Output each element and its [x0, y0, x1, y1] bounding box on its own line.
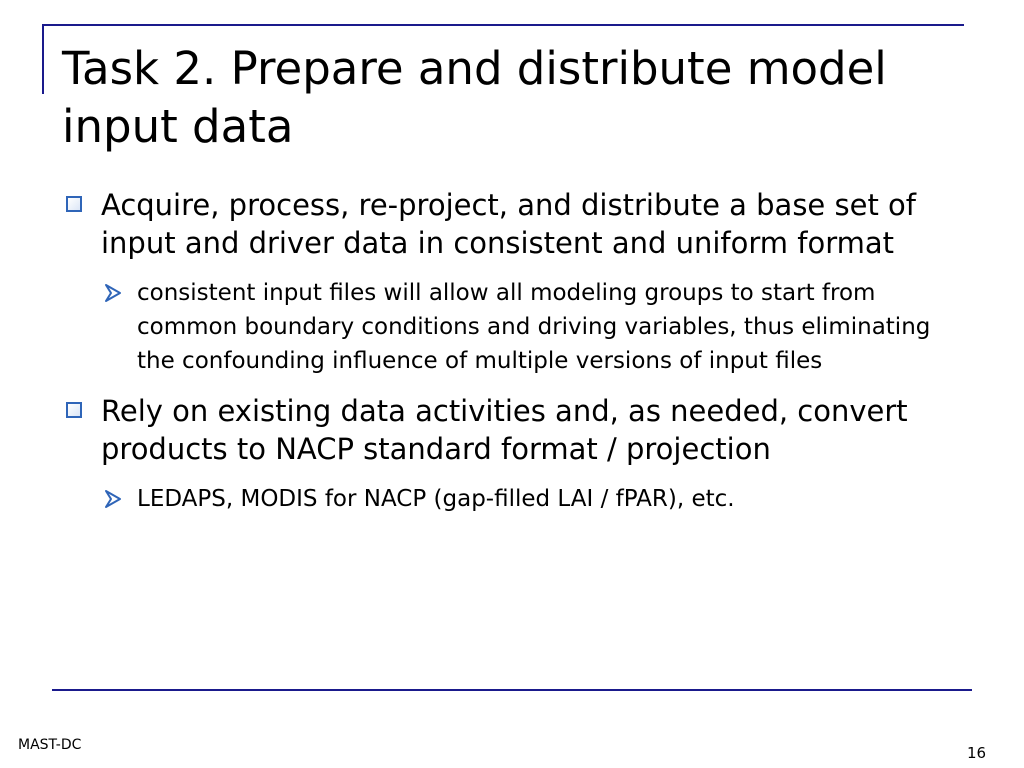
footer-label: MAST-DC	[18, 737, 82, 753]
checkbox-bullet-icon	[66, 196, 82, 212]
arrowhead-bullet-icon	[104, 283, 122, 303]
bullet-text: Acquire, process, re-project, and distribute a base set of input and driver data in consistent and uniform format	[101, 188, 916, 260]
slide-title: Task 2. Prepare and distribute model input data	[62, 42, 887, 153]
sub-bullet-text: consistent input files will allow all modeling groups to start from common boundary conditions and driving variables, thus eliminating the confounding influence of multiple versions of input files	[137, 280, 931, 374]
sub-bullet-item	[62, 482, 962, 516]
title-frame-left-rule	[42, 24, 44, 94]
bullet-item	[62, 186, 962, 262]
bullet-text: Rely on existing data activities and, as needed, convert products to NACP standard format / projection	[101, 394, 908, 466]
page-number: 16	[967, 744, 987, 762]
slide-body	[62, 186, 962, 530]
sub-bullet-item	[62, 276, 962, 378]
title-frame-top-rule	[42, 24, 964, 26]
footer-rule	[52, 689, 972, 691]
bullet-item	[62, 392, 962, 468]
checkbox-bullet-icon	[66, 402, 82, 418]
arrowhead-bullet-icon	[104, 489, 122, 509]
sub-bullet-text: LEDAPS, MODIS for NACP (gap-filled LAI / fPAR), etc.	[137, 486, 735, 512]
